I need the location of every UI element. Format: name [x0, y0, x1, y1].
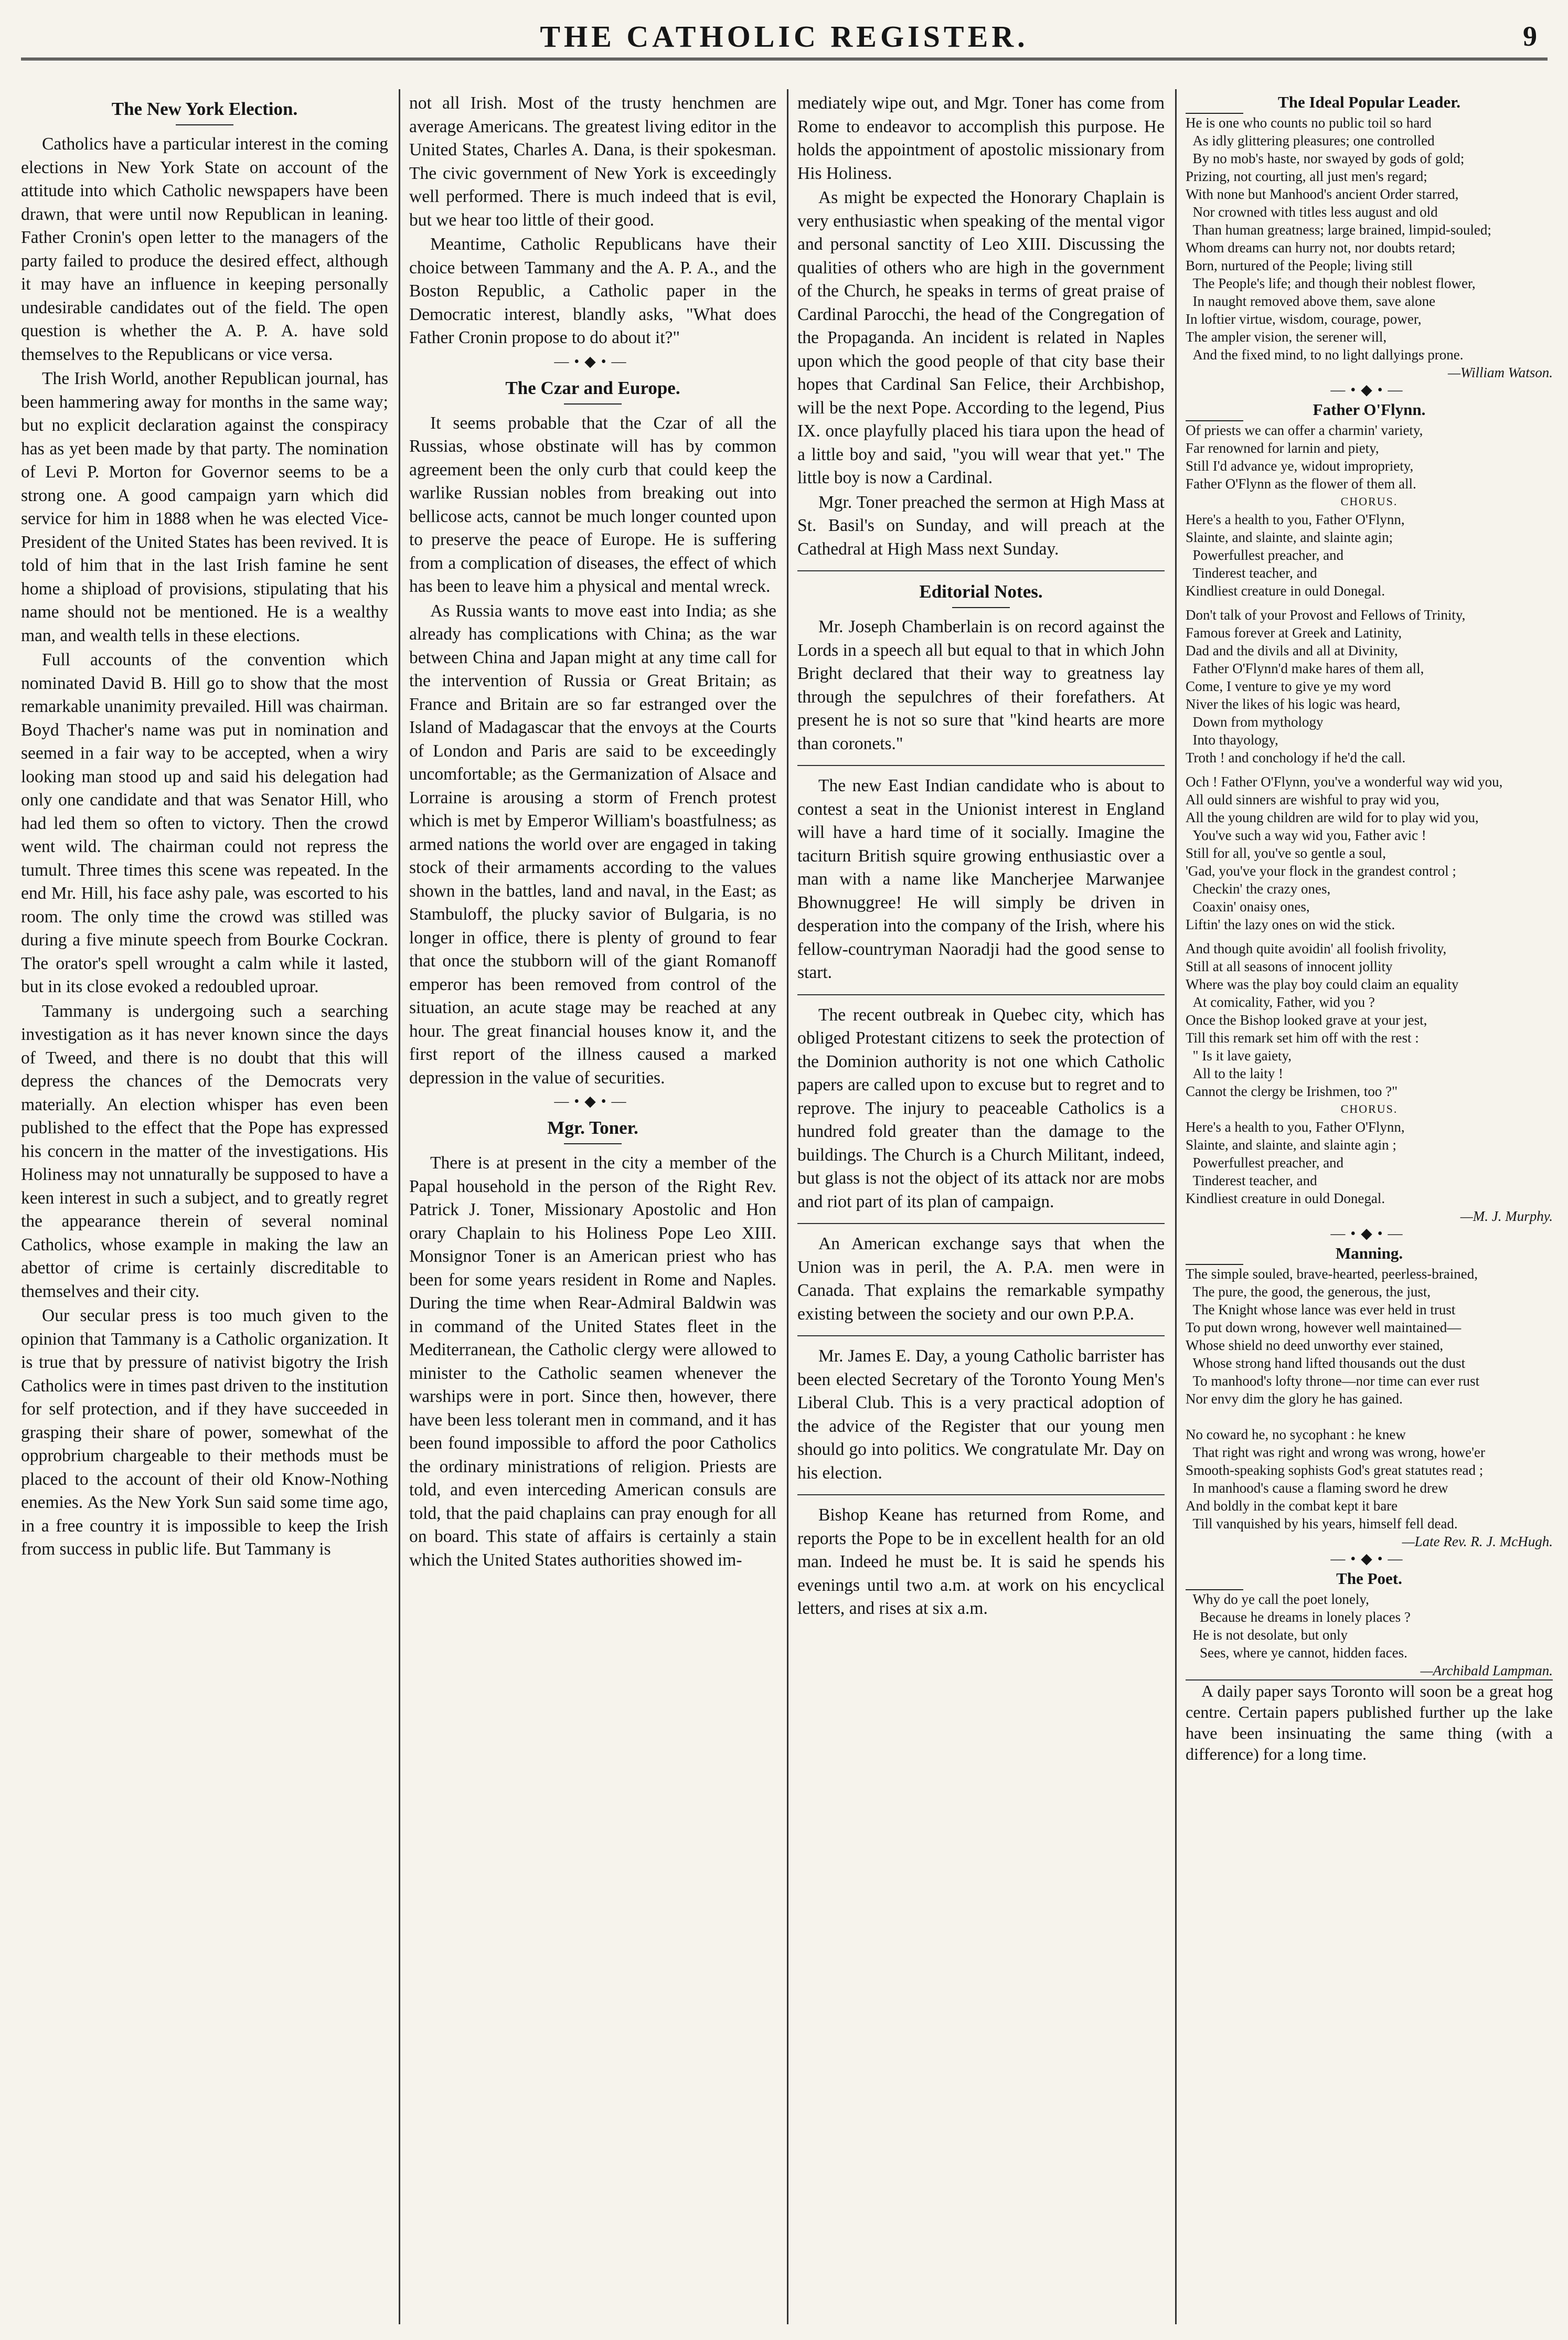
paragraph: There is at present in the city a member of the Papal household in the person of the Right Rev. Patrick J. Toner, Missionary Apostolic and Hon orary Chaplain to his Holiness Pope Leo XIII. Monsignor Toner is an American priest who has been for some years resident in Rome and Naples. During the time when Rear-Admiral Baldwin was in command of the United States fleet in the Mediterranean, the Catholic clergy were allowed to minister to the Catholic seamen whenever the warships were in port. Since then, however, there have been less tolerant men in command, and it has been found impossible to afford the poor Catholics the ordinary ministrations of religion. Priests are told, and even interceding American consuls are told, that the paid chaplains can pray enough for all on board. This state of affairs is certainly a stain which the United States authorities showed im-	[409, 1153, 776, 1570]
poem-signature: —M. J. Murphy.	[1460, 1208, 1553, 1224]
poem-text: Don't talk of your Provost and Fellows of Trinity, Famous forever at Greek and Latinity, Dad and the divils and all at Divinity, Father O'Flynn'd make hares of them all, Come, I venture to give ye my word Niver the likes of his logic was heard, Down from mythology Into thayology, Troth ! and conchology if he'd the call.	[1186, 607, 1466, 765]
editorial-note: Mr. Joseph Chamberlain is on record against the Lords in a speech all but equal to that in which John Bright declared that their way to greatness lay through the sepulchres of their forefathers. At present he is not so sure that "kind hearts are more than coronets."	[797, 617, 1165, 753]
poem-signature: —Archibald Lampman.	[1420, 1663, 1553, 1678]
page-number: 9	[1523, 20, 1537, 52]
paragraph: mediately wipe out, and Mgr. Toner has come from Rome to endeavor to accomplish this purpose. He holds the appointment of apostolic missionary from His Holiness.	[797, 93, 1165, 183]
poem-signature: —William Watson.	[1447, 365, 1553, 380]
article-heading-czar-and-europe: The Czar and Europe.	[505, 377, 680, 398]
column-4	[1186, 92, 1553, 2327]
ornament-divider: —•◆•—	[1330, 382, 1408, 398]
paragraph: It seems probable that the Czar of all the Russias, whose obstinate will has by common agreement been the only curb that could keep the warlike Russian nobles from breaking out into bellicose acts, cannot be much longer counted upon to preserve the peace of Europe. He is suffering from a complication of diseases, the effect of which has been to leave him a physical and mental wreck.	[409, 413, 776, 596]
editorial-note: Bishop Keane has returned from Rome, and reports the Pope to be in excellent health for an old man. Indeed he must be. It is said he spends his evenings until two a.m. at work on his encyclical letters, and rises at six a.m.	[797, 1505, 1165, 1618]
ornament-divider: —•◆•—	[554, 1093, 632, 1110]
masthead	[21, 16, 1548, 60]
note-rule	[797, 1494, 1165, 1495]
chorus-label: CHORUS.	[1340, 1102, 1398, 1115]
heading-rule	[176, 124, 233, 125]
poem-signature: —Late Rev. R. J. McHugh.	[1402, 1534, 1553, 1549]
article-heading-new-york-election: The New York Election.	[111, 99, 298, 119]
poem-text: Why do ye call the poet lonely, Because he dreams in lonely places ? He is not desolate, but only Sees, where ye cannot, hidden faces.	[1192, 1591, 1411, 1661]
paragraph: Catholics have a particular interest in the coming elections in New York State on account of the attitude into which Catholic newspapers have been drawn, that were until now Republican in leaning. Father Cronin's open letter to the managers of the party failed to produce the desired effect, although it may have an influence in keeping personally undesirable candidates out of the field. The open question is whether the A. P. A. have sold themselves to the Republicans or vice versa.	[21, 134, 388, 364]
column-1	[21, 92, 388, 2327]
poem-text: The simple souled, brave-hearted, peerless-brained, The pure, the good, the generous, the just, The Knight whose lance was ever held in trust To put down wrong, however well maintained— Whose shield no deed unworthy ever stained, Whose strong hand lifted thousands out the dust To manhood's lofty throne—nor time can ever rust Nor envy dim the glory he has gained. No coward he, no sycophant : he knew That right was right and wrong was wrong, howe'er Smooth-speaking sophists God's great statutes read ; In manhood's cause a flaming sword he drew And boldly in the combat kept it bare Till vanquished by his years, himself fell dead.	[1186, 1266, 1485, 1531]
column-3	[797, 92, 1165, 2327]
poem-text: He is one who counts no public toil so hard As idly glittering pleasures; one controlled By no mob's haste, nor swayed by gods of gold; Prizing, not courting, all just men's regard; With none but Manhood's ancient Order starred, Nor crowned with titles less august and old Than human greatness; large brained, limpid-souled; Whom dreams can hurry not, nor doubts retard; Born, nurtured of the People; living still The People's life; and though their noblest flower, In naught removed above them, save alone In loftier virtue, wisdom, courage, power, The ampler vision, the serener will, And the fixed mind, to no light dallyings prone.	[1186, 115, 1491, 363]
editorial-note: Mr. James E. Day, a young Catholic barrister has been elected Secretary of the Toronto Young Men's Liberal Club. This is a very practical adoption of the advice of the Register that our young men should go into politics. We congratulate Mr. Day on his election.	[797, 1346, 1165, 1483]
paragraph: The Irish World, another Republican journal, has been hammering away for months in the same way; but no explicit declaration against the conspiracy has as yet been made by that party. The nomination of Levi P. Morton for Governor seems to be a strong one. A good campaign yarn which did service for him in 1888 when he was elected Vice-President of the United States has been revived. It is told of him that in the last Irish famine he sent home a shipload of provisions, stipulating that his name should not be mentioned. He is a wealthy man, and wealth tells in these elections.	[21, 369, 388, 645]
note-rule	[797, 1223, 1165, 1224]
paragraph: Meantime, Catholic Republicans have their choice between Tammany and the A. P. A., and the Boston Republic, a Catholic paper in the Democratic interest, blandly asks, "What does Father Cronin propose to do about it?"	[409, 235, 776, 347]
note-rule	[797, 765, 1165, 766]
column-rule	[1175, 89, 1177, 2324]
ornament-divider: —•◆•—	[554, 353, 632, 370]
ornament-divider: —•◆•—	[1330, 1226, 1408, 1242]
paragraph: Full accounts of the convention which nominated David B. Hill go to show that the most remarkable unanimity prevailed. Hill was chairman. Boyd Thacher's name was put in nomination and seemed in a fair way to be accepted, when a wiry looking man stood up and said his delegation had only one candidate and that was Senator Hill, who had led them so often to victory. Then the crowd went wild. The chairman could not repress the tumult. Three times this scene was repeated. In the end Mr. Hill, his face ashy pale, was escorted to his room. The only time the crowd was stilled was during a five minute speech from Bourke Cockran. The orator's spell wrought a calm while it lasted, but in its close evoked a redoubled uproar.	[21, 650, 388, 996]
paragraph: Mgr. Toner preached the sermon at High Mass at St. Basil's on Sunday, and will preach at the Cathedral at High Mass next Sunday.	[797, 492, 1165, 559]
editorial-note: The recent outbreak in Quebec city, which has obliged Protestant citizens to seek the protection of the Dominion authority is not one which Catholic papers are called upon to excuse but to regret and to reprove. The injury to peaceable Catholics is a hundred fold greater than the damage to the buildings. The Church is a Church Militant, indeed, but glass is not the object of its attack nor are mobs and riot part of its plan of campaign.	[797, 1005, 1165, 1211]
paragraph: Tammany is undergoing such a searching investigation as it has never known since the days of Tweed, and there is no doubt that this will depress the chances of the Democrats very materially. An election whisper has even been published to the effect that the Pope has expressed his concern in the matter of the investigations. His Holiness may not unnaturally be supposed to have a keen interest in such a subject, and to greatly regret the appearance therein of several nominal Catholics, whose example in making the law an abettor of crime is certainly discreditable to themselves and their city.	[21, 1001, 388, 1301]
paragraph: Our secular press is too much given to the opinion that Tammany is a Catholic organization. It is true that by pressure of nativist bigotry the Irish Catholics were in times past driven to the institution for self protection, and if they have succeeded in grasping their share of power, somewhat of the opprobrium chargeable to their methods must be placed to the account of their old Know-Nothing enemies. As the New York Sun said some time ago, in a free country it is impossible to keep the Irish from success in public life. But Tammany is	[21, 1306, 388, 1559]
editorial-note: An American exchange says that when the Union was in peril, the A. P.A. men were in Canada. That explains the remarkable sympathy existing between the society and our own P.P.A.	[797, 1234, 1165, 1324]
closing-note: A daily paper says Toronto will soon be a great hog centre. Certain papers published further up the lake have been insinuating the same thing (with a difference) for a long time.	[1186, 1682, 1553, 1763]
note-rule	[797, 1335, 1165, 1336]
poem-text: Here's a health to you, Father O'Flynn, Slainte, and slainte, and slainte agin; Powerfullest preacher, and Tinderest teacher, and Kindliest creature in ould Donegal.	[1186, 512, 1405, 599]
heading-rule	[952, 607, 1010, 608]
heading-rule	[564, 403, 622, 405]
note-rule	[797, 994, 1165, 995]
poem-text: And though quite avoidin' all foolish frivolity, Still at all seasons of innocent jollity Where was the play boy could claim an equality At comicality, Father, wid you ? Once the Bishop looked grave at your jest, Till this remark set him off with the rest : " Is it lave gaiety, All to the laity ! Cannot the clergy be Irishmen, too ?"	[1186, 941, 1459, 1099]
poem-text: Here's a health to you, Father O'Flynn, Slainte, and slainte, and slainte agin ; Powerfullest preacher, and Tinderest teacher, and Kindliest creature in ould Donegal.	[1186, 1119, 1405, 1206]
section-rule	[797, 570, 1165, 571]
article-heading-mgr-toner: Mgr. Toner.	[547, 1118, 638, 1138]
paragraph: not all Irish. Most of the trusty henchmen are average Americans. The greatest living editor in the United States, Charles A. Dana, is their spokesman. The civic government of New York is exceedingly well performed. There is much indeed that is evil, but we hear too little of their good.	[409, 93, 776, 230]
column-rule	[787, 89, 788, 2324]
ornament-divider: —•◆•—	[1330, 1551, 1408, 1567]
poem-text: Och ! Father O'Flynn, you've a wonderful way wid you, All ould sinners are wishful to pray wid you, All the young children are wild for to play wid you, You've such a way wid you, Father avic ! Still for all, you've so gentle a soul, 'Gad, you've your flock in the grandest control ; Checkin' the crazy ones, Coaxin' onaisy ones, Liftin' the lazy ones on wid the stick.	[1186, 774, 1503, 932]
poem-heading-father-oflynn: Father O'Flynn.	[1313, 400, 1426, 419]
heading-rule	[564, 1143, 622, 1144]
poem-heading-ideal-popular-leader: The Ideal Popular Leader.	[1278, 93, 1460, 111]
chorus-label: CHORUS.	[1340, 495, 1398, 508]
paragraph: As might be expected the Honorary Chaplain is very enthusiastic when speaking of the mental vigor and personal sanctity of Leo XIII. Discussing the qualities of others who are high in the government of the Church, he speaks in terms of great praise of Cardinal Parocchi, the head of the Congregation of the Propaganda. An incident is related in Naples upon which the good people of that city base their hopes that Cardinal San Felice, their Archbishop, will be the next Pope. According to the legend, Pius IX. once playfully placed his tiara upon the head of a little boy and said, "you will wear that yet." The little boy is now a Cardinal.	[797, 188, 1165, 487]
poem-heading-manning: Manning.	[1335, 1244, 1403, 1262]
poem-heading-the-poet: The Poet.	[1336, 1569, 1402, 1588]
column-2	[409, 92, 776, 2327]
article-heading-editorial-notes: Editorial Notes.	[919, 581, 1043, 602]
editorial-note: The new East Indian candidate who is about to contest a seat in the Unionist interest in England will have a hard time of it socially. Imagine the taciturn British squire growing enthusiastic over a man with a name like Mancherjee Marwanjee Bhownuggree! He will simply be driven in desperation into the company of the Irish, where his fellow-countryman Naoradji had the good sense to start.	[797, 776, 1165, 982]
paragraph: As Russia wants to move east into India; as she already has complications with China; as the war between China and Japan might at any time call for the intervention of Russia or Great Britain; as France and Britain are so far estranged over the Island of Madagascar that the envoys at the Courts of London and Paris are said to be exceedingly uncomfortable; as the Germanization of Alsace and Lorraine is arousing a storm of French protest which is met by Emperor William's boastfulness; as armed nations the world over are engaged in taking stock of their armaments according to the values shown in the battles, land and naval, in the East; as Stambuloff, the plucky savior of Bulgaria, is no longer in office, there is plenty of ground to fear that once the stubborn will of the giant Romanoff emperor has been removed from control of the situation, an acute stage may be reached at any hour. The great financial houses know it, and the first report of the illness caused a marked depression in the value of securities.	[409, 601, 776, 1088]
poem-text: Of priests we can offer a charmin' variety, Far renowned for larnin and piety, Still I'd advance ye, widout impropriety, Father O'Flynn as the flower of them all.	[1186, 422, 1423, 492]
column-rule	[399, 89, 400, 2324]
newspaper-title: THE CATHOLIC REGISTER.	[540, 19, 1029, 54]
